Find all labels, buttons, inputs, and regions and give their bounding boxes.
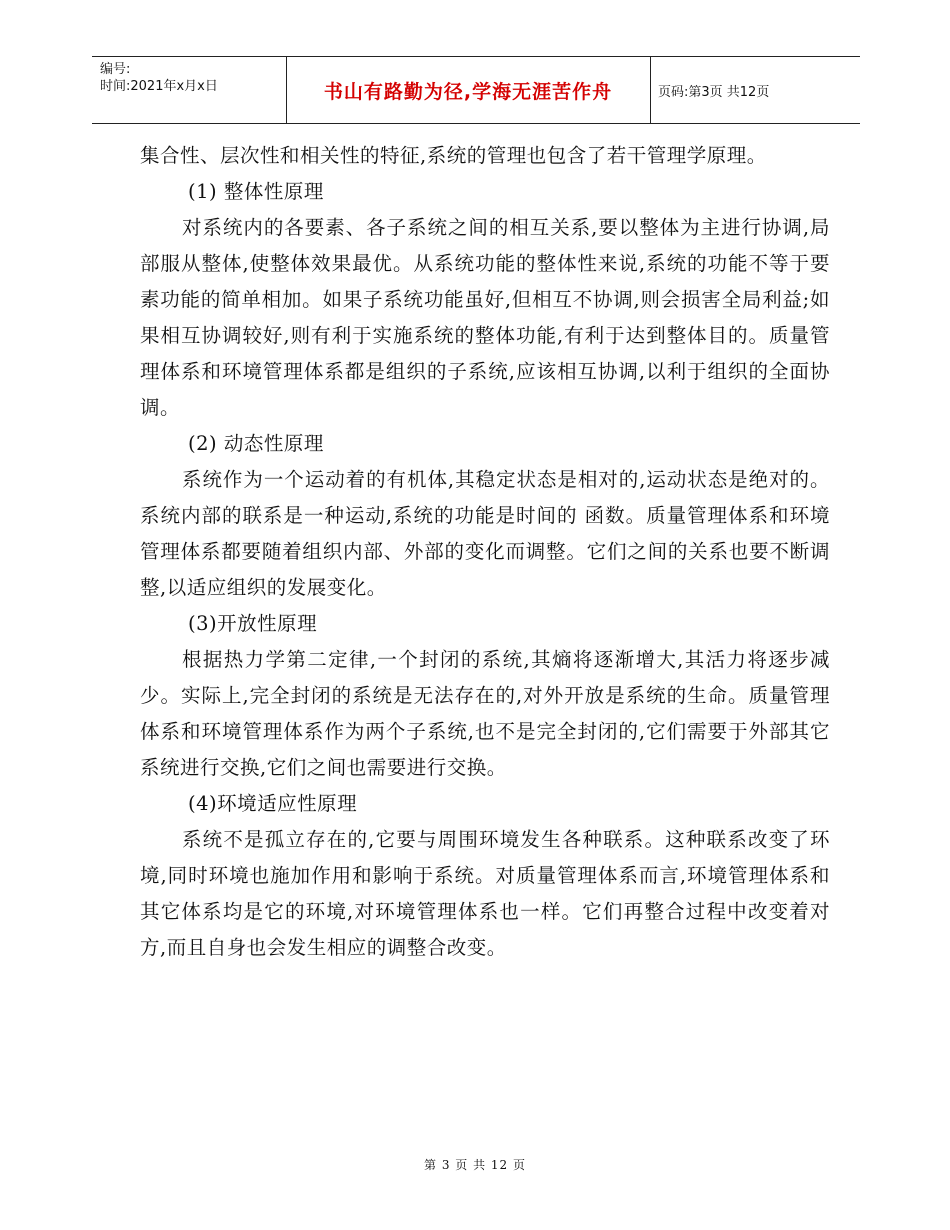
document-header: [92, 56, 860, 124]
document-body: [140, 138, 830, 966]
section-heading: (1) 整体性原理: [188, 180, 324, 203]
document-time-label: 时间:2021年x月x日: [100, 79, 218, 94]
header-motto: 书山有路勤为径,学海无涯苦作舟: [323, 80, 613, 103]
paragraph: 集合性、层次性和相关性的特征,系统的管理也包含了若干管理学原理。: [140, 144, 767, 167]
section-heading: (2) 动态性原理: [188, 432, 324, 455]
header-divider: [650, 57, 651, 123]
paragraph: 对系统内的各要素、各子系统之间的相互关系,要以整体为主进行协调,局部服从整体,使整体效果最优。从系统功能的整体性来说,系统的功能不等于要素功能的简单相加。如果子系统功能虽好,但相互不协调,则会损害全局利益;如果相互协调较好,则有利于实施系统的整体功能,有利于达到整体目的。质量管理体系和环境管理体系都是组织的子系统,应该相互协调,以利于组织的全面协调。: [140, 216, 830, 419]
page-footer: 第 3 页 共 12 页: [424, 1158, 526, 1172]
header-meta: [100, 61, 218, 95]
paragraph: 系统作为一个运动着的有机体,其稳定状态是相对的,运动状态是绝对的。系统内部的联系是一种运动,系统的功能是时间的 函数。质量管理体系和环境管理体系都要随着组织内部、外部的变化而调整。它们之间的关系也要不断调整,以适应组织的发展变化。: [140, 468, 830, 599]
section-heading: (3)开放性原理: [188, 612, 318, 635]
section-heading: (4)环境适应性原理: [188, 792, 358, 815]
document-number-label: 编号:: [100, 62, 131, 77]
paragraph: 系统不是孤立存在的,它要与周围环境发生各种联系。这种联系改变了环境,同时环境也施加作用和影响于系统。对质量管理体系而言,环境管理体系和其它体系均是它的环境,对环境管理体系也一样。它们再整合过程中改变着对方,而且自身也会发生相应的调整合改变。: [140, 828, 830, 959]
header-page-info: 页码:第3页 共12页: [658, 84, 770, 100]
paragraph: 根据热力学第二定律,一个封闭的系统,其熵将逐渐增大,其活力将逐步减少。实际上,完全封闭的系统是无法存在的,对外开放是系统的生命。质量管理体系和环境管理体系作为两个子系统,也不是完全封闭的,它们需要于外部其它系统进行交换,它们之间也需要进行交换。: [140, 648, 830, 779]
